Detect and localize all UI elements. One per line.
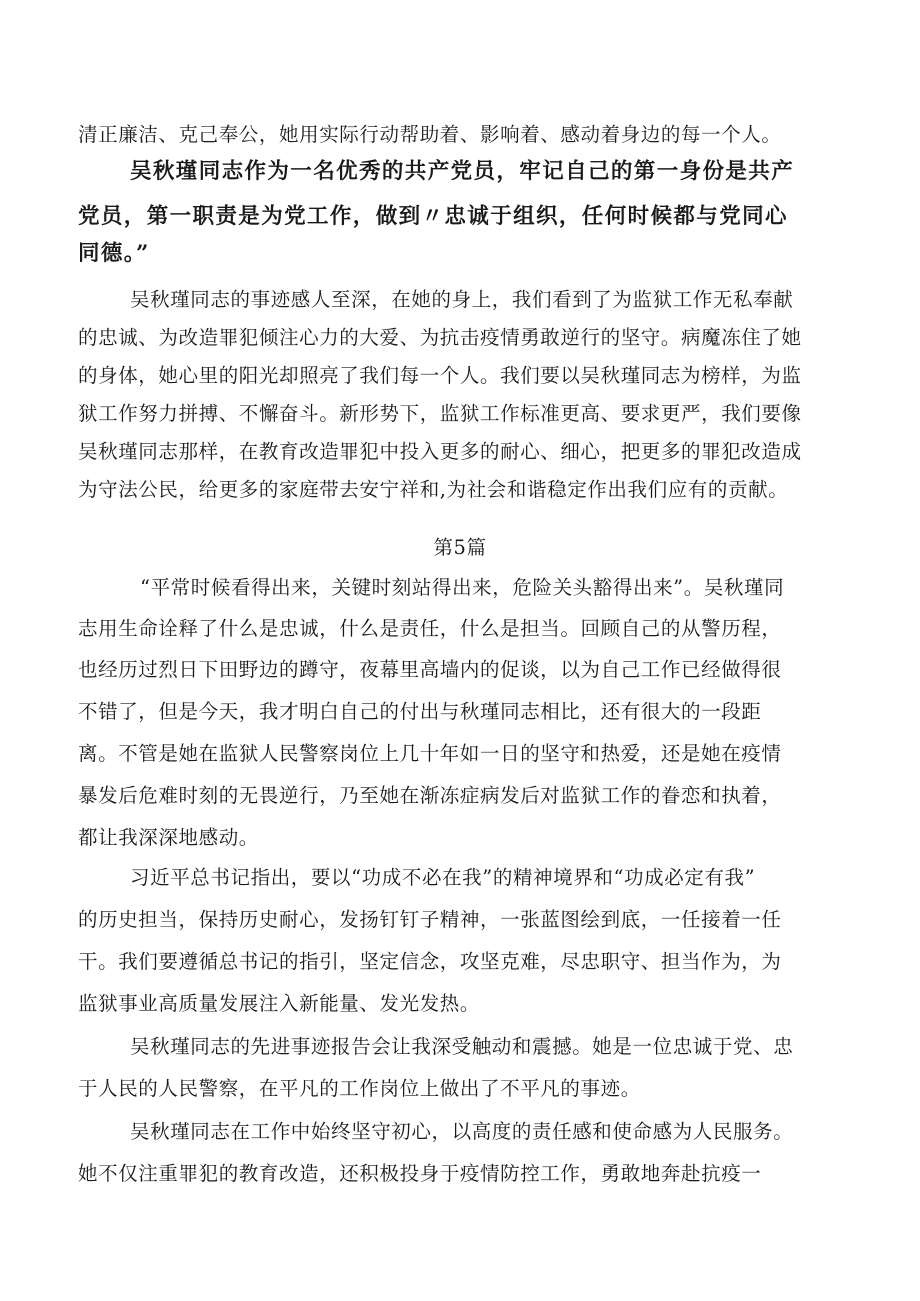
- paragraph-line: 的身体，她心里的阳光却照亮了我们每一个人。我们要以吴秋瑾同志为榜样，为监: [78, 364, 802, 387]
- paragraph-line: 也经历过烈日下田野边的蹲守，夜幕里高墙内的促谈，以为自己工作已经做得很: [78, 658, 782, 681]
- paragraph-line: 志用生命诠释了什么是忠诚，什么是责任，什么是担当。回顾自己的从警历程，: [78, 617, 782, 640]
- paragraph-line: 干。我们要遵循总书记的指引，坚定信念，攻坚克难，尽忠职守、担当作为，为: [78, 950, 782, 973]
- paragraph-line: 吴秋瑾同志那样，在教育改造罪犯中投入更多的耐心、细心，把更多的罪犯改造成: [78, 440, 802, 463]
- paragraph-line: 清正廉洁、克己奉公，她用实际行动帮助着、影响着、感动着身边的每一个人。: [78, 123, 782, 146]
- bold-paragraph-line: 吴秋瑾同志作为一名优秀的共产党员，牢记自己的第一身份是共产: [130, 159, 795, 184]
- paragraph-line: 狱工作努力拼搏、不懈奋斗。新形势下，监狱工作标准更高、要求更严，我们要像: [78, 402, 802, 425]
- section-heading: 第5篇: [433, 536, 487, 559]
- bold-paragraph-line: 党员，第一职责是为党工作，做到〃忠诚于组织，任何时候都与党同心: [78, 204, 788, 229]
- bold-paragraph-line: 同德。”: [78, 241, 150, 266]
- paragraph-line: “平常时候看得出来，关键时刻站得出来，危险关头豁得出来”。吴秋瑾同: [140, 576, 785, 599]
- paragraph-line: 她不仅注重罪犯的教育改造，还积极投身于疫情防控工作，勇敢地奔赴抗疫一: [78, 1162, 762, 1185]
- paragraph-line: 的忠诚、为改造罪犯倾注心力的大爱、为抗击疫情勇敢逆行的坚守。病魔冻住了她: [78, 326, 802, 349]
- paragraph-line: 监狱事业高质量发展注入新能量、发光发热。: [78, 992, 481, 1015]
- paragraph-line: 的历史担当，保持历史耐心，发扬钉钉子精神，一张蓝图绘到底，一任接着一任: [78, 908, 782, 931]
- paragraph-line: 都让我深深地感动。: [78, 826, 259, 849]
- paragraph-line: 暴发后危难时刻的无畏逆行，乃至她在渐冻症病发后对监狱工作的眷恋和执着，: [78, 784, 782, 807]
- paragraph-line: 吴秋瑾同志的先进事迹报告会让我深受触动和震撼。她是一位忠诚于党、忠: [130, 1035, 794, 1058]
- paragraph-line: 为守法公民，给更多的家庭带去安宁祥和,为社会和谐稳定作出我们应有的贡献。: [78, 478, 789, 501]
- paragraph-line: 习近平总书记指出，要以“功成不必在我”的精神境界和“功成必定有我”: [130, 866, 756, 889]
- paragraph-line: 不错了，但是今天，我才明白自己的付出与秋瑾同志相比，还有很大的一段距: [78, 700, 762, 723]
- paragraph-line: 吴秋瑾同志在工作中始终坚守初心，以高度的责任感和使命感为人民服务。: [130, 1120, 794, 1143]
- paragraph-line: 于人民的人民警察，在平凡的工作岗位上做出了不平凡的事迹。: [78, 1077, 641, 1100]
- paragraph-line: 离。不管是她在监狱人民警察岗位上几十年如一日的坚守和热爱，还是她在疫情: [78, 742, 782, 765]
- paragraph-line: 吴秋瑾同志的事迹感人至深，在她的身上，我们看到了为监狱工作无私奉献: [130, 288, 794, 311]
